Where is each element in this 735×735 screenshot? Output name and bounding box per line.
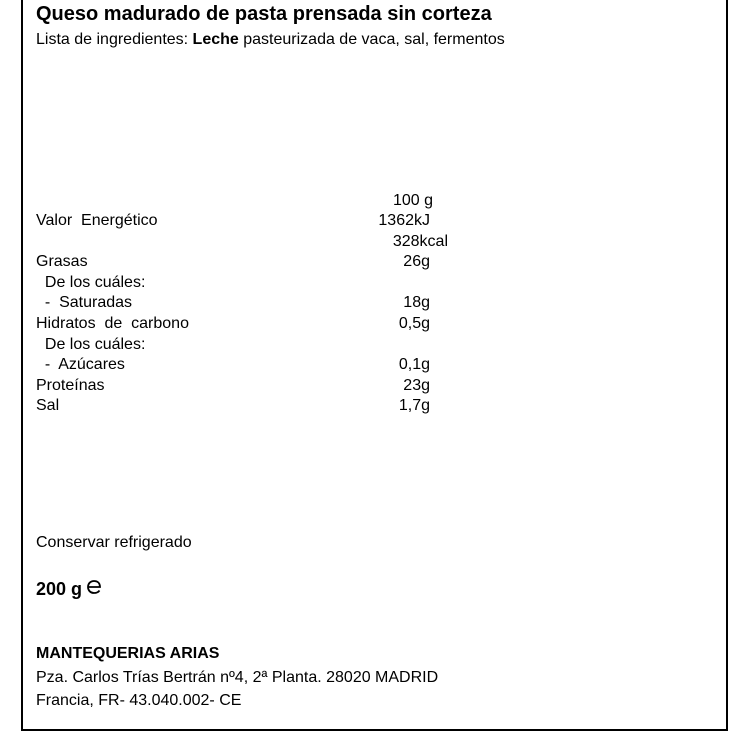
nutrition-row-value: 1,7g — [398, 397, 430, 415]
nutrition-row-name: Valor Energético — [36, 212, 158, 229]
nutrition-row-value: 1362kJ — [378, 212, 430, 229]
ingredients-allergen: Leche — [192, 31, 239, 48]
ingredients-rest: pasteurizada de vaca, sal, fermentos — [238, 31, 505, 48]
ingredients-prefix: Lista de ingredientes: — [36, 31, 193, 48]
ingredients-list — [36, 31, 505, 49]
nutrition-row-value: 328kcal — [392, 232, 448, 250]
nutrition-row-name: Hidratos de carbono — [36, 315, 189, 332]
nutrition-row-value: 18g — [403, 294, 430, 312]
nutrition-row-value: 0,5g — [398, 315, 430, 332]
nutrition-row-name: Grasas — [36, 253, 88, 271]
storage-instructions: Conservar refrigerado — [36, 534, 192, 551]
nutrition-row-name: De los cuáles: — [36, 335, 146, 353]
nutrition-row-value: 0,1g — [398, 356, 430, 374]
nutrition-row-name: Proteínas — [36, 376, 105, 394]
nutrition-row-value: 23g — [403, 376, 430, 394]
product-title: Queso madurado de pasta prensada sin corteza — [36, 3, 492, 25]
e-mark-icon — [85, 578, 103, 601]
net-weight — [36, 578, 103, 601]
nutrition-row-name: Sal — [36, 397, 60, 415]
company-name: MANTEQUERIAS ARIAS — [36, 645, 220, 662]
nutrition-row-value: 26g — [403, 253, 430, 271]
company-registration: Francia, FR- 43.040.002- CE — [36, 692, 242, 709]
nutrition-row-name: - Saturadas — [36, 294, 133, 312]
nutrition-column-header: 100 g — [392, 192, 433, 209]
net-weight-value: 200 g — [36, 579, 83, 599]
nutrition-row-name: - Azúcares — [36, 356, 125, 374]
nutrition-row-name: De los cuáles: — [36, 273, 146, 291]
company-address: Pza. Carlos Trías Bertrán nº4, 2ª Planta. 28020 MADRID — [36, 669, 439, 686]
